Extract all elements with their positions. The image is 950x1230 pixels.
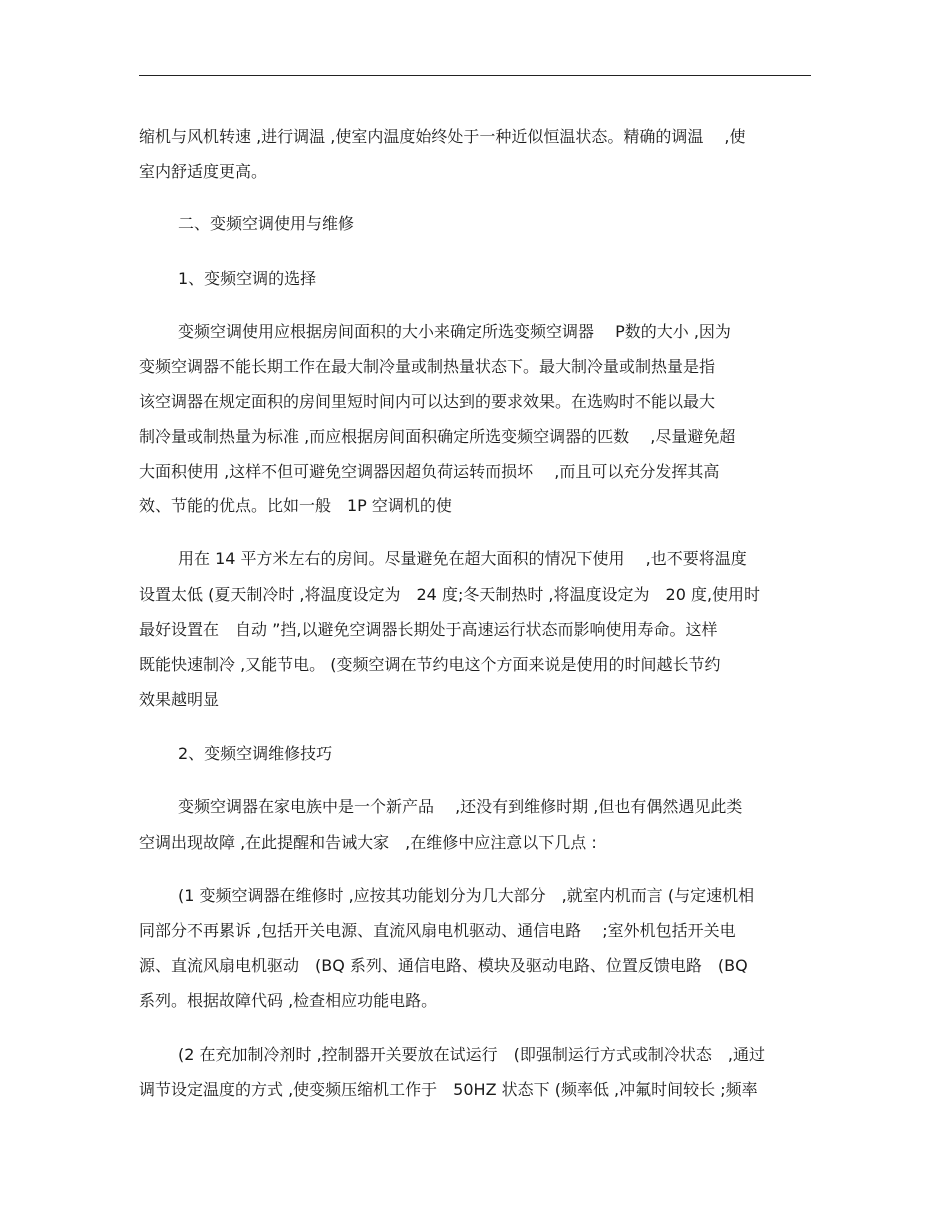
text-line: 源、直流风扇电机驱动 (BQ 系列、通信电路、模块及驱动电路、位置反馈电路 (BQ [139, 956, 748, 975]
text-line: 变频空调器在家电族中是一个新产品 ,还没有到维修时期 ,但也有偶然遇见此类 [178, 797, 743, 816]
text-line: (1 变频空调器在维修时 ,应按其功能划分为几大部分 ,就室内机而言 (与定速机相 [178, 886, 755, 905]
text-line: 用在 14 平方米左右的房间。尽量避免在超大面积的情况下使用 ,也不要将温度 [178, 549, 747, 568]
text-line: 制冷量或制热量为标准 ,而应根据房间面积确定所选变频空调器的匹数 ,尽量避免超 [139, 427, 736, 446]
text-line: 变频空调使用应根据房间面积的大小来确定所选变频空调器 P数的大小 ,因为 [178, 322, 731, 341]
text-line: 最好设置在 自动 ”挡,以避免空调器长期处于高速运行状态而影响使用寿命。这样 [139, 620, 718, 639]
text-line: 设置太低 (夏天制冷时 ,将温度设定为 24 度;冬天制热时 ,将温度设定为 20 度,使用时 [139, 585, 761, 604]
text-line: 系列。根据故障代码 ,检查相应功能电路。 [139, 991, 438, 1010]
text-line: 变频空调器不能长期工作在最大制冷量或制热量状态下。最大制冷量或制热量是指 [139, 357, 716, 376]
text-line: 效果越明显 [139, 690, 220, 709]
text-line: (2 在充加制冷剂时 ,控制器开关要放在试运行 (即强制运行方式或制冷状态 ,通过 [178, 1045, 766, 1064]
text-line: 大面积使用 ,这样不但可避免空调器因超负荷运转而损坏 ,而且可以充分发挥其高 [139, 462, 720, 481]
section-heading: 二、变频空调使用与维修 [178, 214, 355, 233]
text-line: 缩机与风机转速 ,进行调温 ,使室内温度始终处于一种近似恒温状态。精确的调温 ,使 [139, 127, 746, 146]
text-line: 空调出现故障 ,在此提醒和告诫大家 ,在维修中应注意以下几点 : [139, 833, 597, 852]
header-rule [139, 75, 811, 76]
text-line: 调节设定温度的方式 ,使变频压缩机工作于 50HZ 状态下 (频率低 ,冲氟时间较长 ;频率 [139, 1080, 758, 1099]
subsection-heading: 2、变频空调维修技巧 [178, 744, 333, 763]
text-line: 该空调器在规定面积的房间里短时间内可以达到的要求效果。在选购时不能以最大 [139, 392, 716, 411]
subsection-heading: 1、变频空调的选择 [178, 269, 317, 288]
text-line: 效、节能的优点。比如一般 1P 空调机的使 [139, 496, 452, 515]
text-line: 既能快速制冷 ,又能节电。 (变频空调在节约电这个方面来说是使用的时间越长节约 [139, 655, 721, 674]
text-line: 同部分不再累诉 ,包括开关电源、直流风扇电机驱动、通信电路 ;室外机包括开关电 [139, 921, 736, 940]
text-line: 室内舒适度更高。 [139, 162, 268, 181]
